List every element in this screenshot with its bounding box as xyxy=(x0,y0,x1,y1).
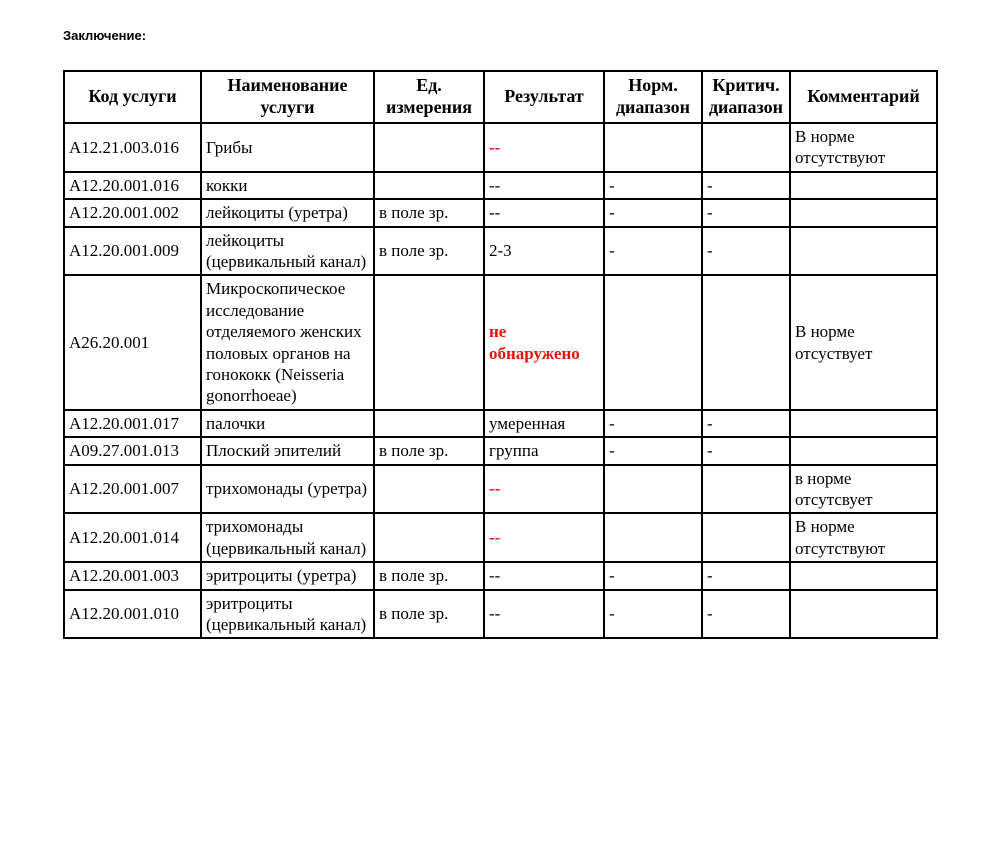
table-row xyxy=(64,410,937,437)
norm-range-cell: - xyxy=(604,590,702,639)
column-header: Наименование услуги xyxy=(201,71,374,123)
table-row xyxy=(64,562,937,589)
service-name-cell: трихомонады (цервикальный канал) xyxy=(201,513,374,562)
table-row xyxy=(64,123,937,172)
unit-cell: в поле зр. xyxy=(374,562,484,589)
critical-range-cell: - xyxy=(702,590,790,639)
result-cell: не обнаружено xyxy=(484,275,604,409)
critical-range-cell xyxy=(702,465,790,514)
service-code-cell: А09.27.001.013 xyxy=(64,437,201,464)
comment-cell xyxy=(790,172,937,199)
service-name-cell: палочки xyxy=(201,410,374,437)
unit-cell xyxy=(374,275,484,409)
service-name-cell: трихомонады (уретра) xyxy=(201,465,374,514)
unit-cell xyxy=(374,172,484,199)
service-name-cell: лейкоциты (цервикальный канал) xyxy=(201,227,374,276)
comment-cell xyxy=(790,410,937,437)
norm-range-cell: - xyxy=(604,199,702,226)
service-code-cell: А26.20.001 xyxy=(64,275,201,409)
table-body xyxy=(64,123,937,639)
table-row xyxy=(64,275,937,409)
result-cell: -- xyxy=(484,562,604,589)
critical-range-cell xyxy=(702,275,790,409)
result-cell: -- xyxy=(484,199,604,226)
service-code-cell: А12.20.001.003 xyxy=(64,562,201,589)
norm-range-cell: - xyxy=(604,562,702,589)
result-cell: 2-3 xyxy=(484,227,604,276)
comment-cell: В норме отсуствует xyxy=(790,275,937,409)
result-cell: -- xyxy=(484,513,604,562)
column-header: Результат xyxy=(484,71,604,123)
column-header: Комментарий xyxy=(790,71,937,123)
unit-cell xyxy=(374,465,484,514)
service-code-cell: А12.20.001.002 xyxy=(64,199,201,226)
column-header: Код услуги xyxy=(64,71,201,123)
service-code-cell: А12.20.001.014 xyxy=(64,513,201,562)
comment-cell xyxy=(790,590,937,639)
result-cell: умеренная xyxy=(484,410,604,437)
result-cell: -- xyxy=(484,465,604,514)
table-row xyxy=(64,437,937,464)
comment-cell: В норме отсутствуют xyxy=(790,513,937,562)
norm-range-cell: - xyxy=(604,172,702,199)
unit-cell: в поле зр. xyxy=(374,227,484,276)
table-header-row xyxy=(64,71,937,123)
comment-cell: В норме отсутствуют xyxy=(790,123,937,172)
service-name-cell: эритроциты (уретра) xyxy=(201,562,374,589)
table-row xyxy=(64,227,937,276)
critical-range-cell: - xyxy=(702,227,790,276)
service-name-cell: кокки xyxy=(201,172,374,199)
service-code-cell: А12.20.001.016 xyxy=(64,172,201,199)
comment-cell: в норме отсутсвует xyxy=(790,465,937,514)
table-row xyxy=(64,590,937,639)
critical-range-cell: - xyxy=(702,172,790,199)
service-code-cell: А12.20.001.007 xyxy=(64,465,201,514)
column-header: Норм. диапазон xyxy=(604,71,702,123)
table-row xyxy=(64,465,937,514)
critical-range-cell xyxy=(702,513,790,562)
table-row xyxy=(64,172,937,199)
column-header: Ед. измерения xyxy=(374,71,484,123)
unit-cell: в поле зр. xyxy=(374,199,484,226)
service-name-cell: Плоский эпителий xyxy=(201,437,374,464)
service-code-cell: А12.21.003.016 xyxy=(64,123,201,172)
result-cell: -- xyxy=(484,172,604,199)
service-name-cell: Микроскопическое исследование отделяемого женских половых органов на гонококк (Neisseria gonorrhoeae) xyxy=(201,275,374,409)
column-header: Критич. диапазон xyxy=(702,71,790,123)
critical-range-cell xyxy=(702,123,790,172)
result-cell: -- xyxy=(484,123,604,172)
result-cell: группа xyxy=(484,437,604,464)
conclusion-label: Заключение: xyxy=(63,28,147,43)
critical-range-cell: - xyxy=(702,437,790,464)
unit-cell xyxy=(374,513,484,562)
comment-cell xyxy=(790,199,937,226)
service-code-cell: А12.20.001.009 xyxy=(64,227,201,276)
norm-range-cell xyxy=(604,465,702,514)
unit-cell: в поле зр. xyxy=(374,437,484,464)
result-cell: -- xyxy=(484,590,604,639)
norm-range-cell xyxy=(604,275,702,409)
service-name-cell: Грибы xyxy=(201,123,374,172)
norm-range-cell: - xyxy=(604,410,702,437)
results-table xyxy=(63,70,938,639)
service-name-cell: лейкоциты (уретра) xyxy=(201,199,374,226)
norm-range-cell xyxy=(604,123,702,172)
service-code-cell: А12.20.001.017 xyxy=(64,410,201,437)
unit-cell xyxy=(374,123,484,172)
norm-range-cell: - xyxy=(604,227,702,276)
unit-cell xyxy=(374,410,484,437)
critical-range-cell: - xyxy=(702,410,790,437)
comment-cell xyxy=(790,437,937,464)
comment-cell xyxy=(790,562,937,589)
norm-range-cell xyxy=(604,513,702,562)
table-row xyxy=(64,199,937,226)
comment-cell xyxy=(790,227,937,276)
critical-range-cell: - xyxy=(702,199,790,226)
service-name-cell: эритроциты (цервикальный канал) xyxy=(201,590,374,639)
unit-cell: в поле зр. xyxy=(374,590,484,639)
table-row xyxy=(64,513,937,562)
critical-range-cell: - xyxy=(702,562,790,589)
norm-range-cell: - xyxy=(604,437,702,464)
service-code-cell: А12.20.001.010 xyxy=(64,590,201,639)
